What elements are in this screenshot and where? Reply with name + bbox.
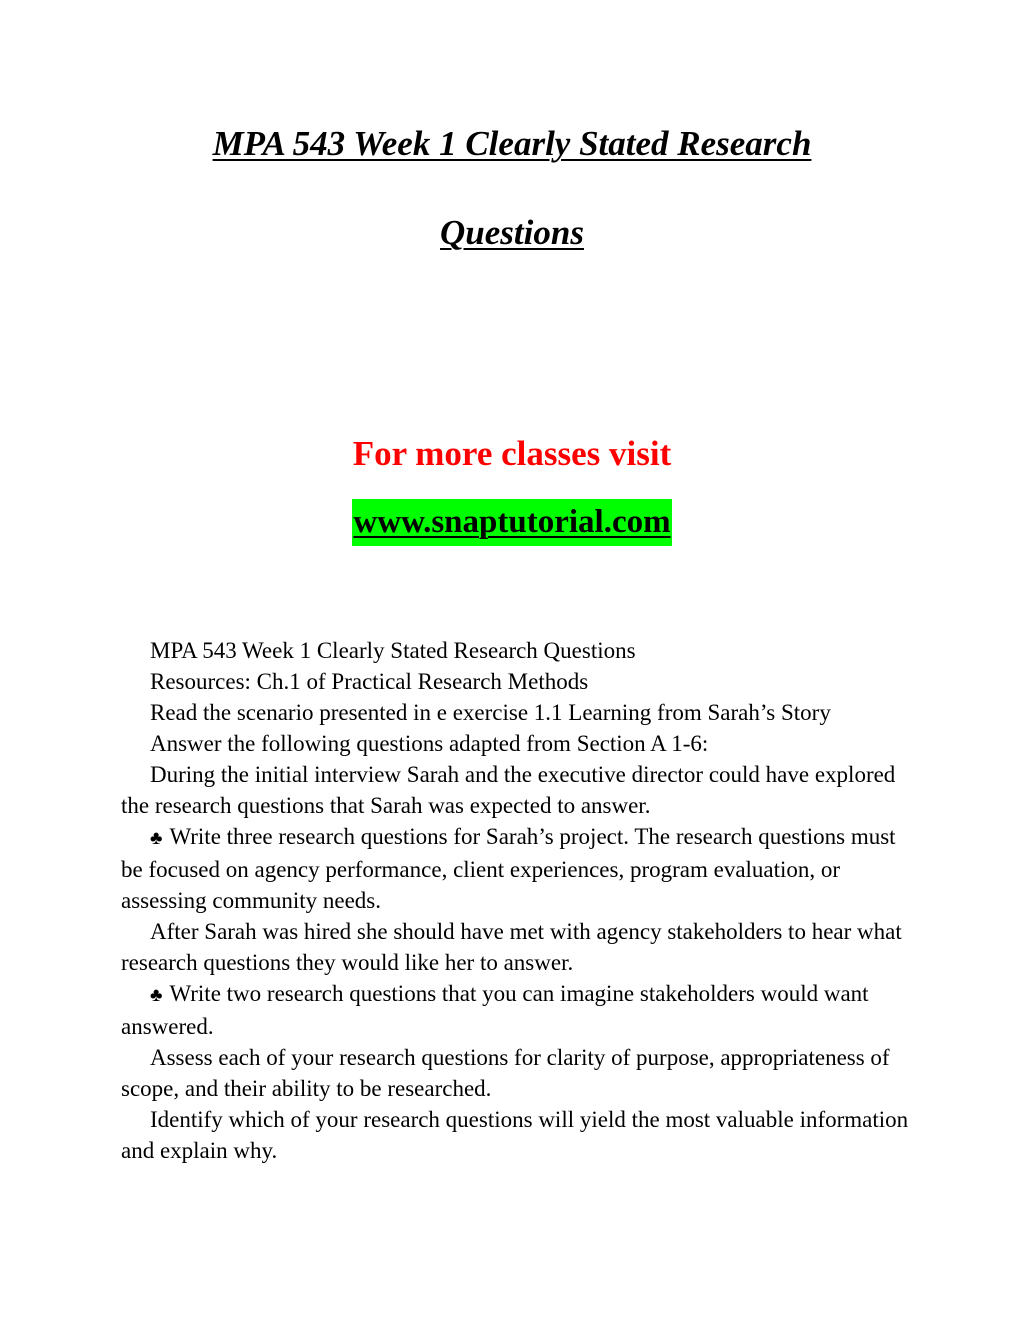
club-icon: ♣ <box>150 985 163 1006</box>
paragraph-stakeholders: After Sarah was hired she should have met with agency stakeholders to hear what research questions they would like her to answer. <box>121 919 902 975</box>
bullet-text: Write three research questions for Sarah’s project. The research questions must be focused on agency performance, client experiences, program evaluation, or assessing community needs. <box>121 824 896 913</box>
paragraph-course-title: MPA 543 Week 1 Clearly Stated Research Questions <box>150 638 636 663</box>
promo-text: For more classes visit <box>352 434 672 473</box>
paragraph-resources: Resources: Ch.1 of Practical Research Methods <box>150 669 589 694</box>
paragraph-read-scenario: Read the scenario presented in e exercise 1.1 Learning from Sarah’s Story <box>150 700 831 725</box>
paragraph-assess: Assess each of your research questions for clarity of purpose, appropriateness of scope, and their ability to be researched. <box>121 1045 890 1101</box>
assignment-body <box>121 635 911 1166</box>
paragraph-answer-questions: Answer the following questions adapted from Section A 1-6: <box>150 731 709 756</box>
snaptutorial-link[interactable]: www.snaptutorial.com <box>352 499 671 546</box>
promo-link-container <box>0 499 1024 546</box>
bullet-item-two-questions <box>121 978 911 1042</box>
paragraph-initial-interview: During the initial interview Sarah and the executive director could have explored the research questions that Sarah was expected to answer. <box>121 762 896 818</box>
page-title-line-1: MPA 543 Week 1 Clearly Stated Research <box>212 124 812 163</box>
bullet-item-three-questions <box>121 821 911 916</box>
paragraph-identify: Identify which of your research questions will yield the most valuable information and explain why. <box>121 1107 909 1163</box>
page-title-line-2: Questions <box>440 213 584 252</box>
club-icon: ♣ <box>150 828 163 849</box>
bullet-text: Write two research questions that you can imagine stakeholders would want answered. <box>121 981 869 1039</box>
